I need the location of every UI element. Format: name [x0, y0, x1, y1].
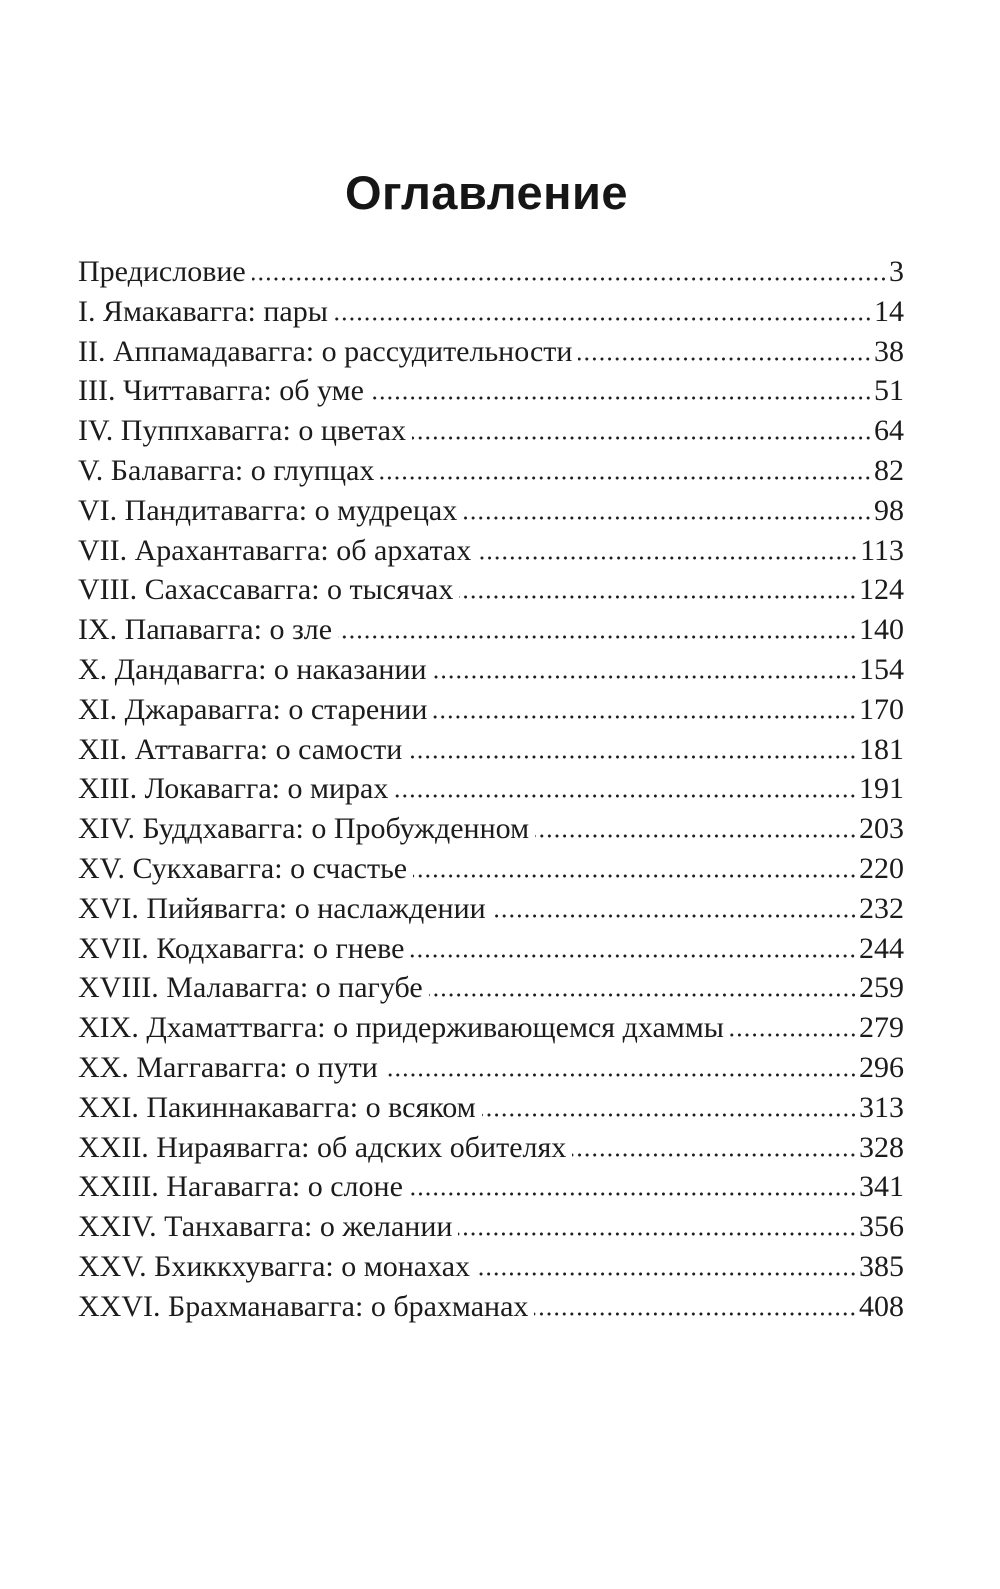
toc-entry	[78, 531, 904, 571]
toc-entry-title: XII. Аттавагга: о самости	[78, 732, 403, 766]
toc-entry-page: 51	[874, 374, 904, 408]
toc-entry-page: 14	[874, 294, 904, 328]
toc-entry-title: II. Аппамадавагга: о рассудительности	[78, 334, 573, 368]
dot-leader	[578, 357, 872, 361]
toc-entry-page: 3	[889, 255, 904, 288]
toc-entry-page: 181	[859, 732, 904, 766]
toc-entry	[78, 650, 904, 690]
toc-entry-page: 279	[859, 1011, 904, 1045]
dot-leader	[433, 715, 857, 719]
toc-entry	[78, 451, 904, 491]
toc-entry-page: 82	[874, 453, 904, 487]
toc-entry-page: 259	[859, 971, 904, 1005]
toc-entry	[78, 411, 904, 451]
toc-entry-title: VII. Арахантавагга: об архатах	[78, 533, 472, 567]
toc-entry-title: Предисловие	[78, 255, 246, 288]
toc-entry-title: X. Дандавагга: о наказании	[78, 652, 427, 686]
dot-leader	[334, 317, 872, 321]
toc-entry-page: 408	[859, 1289, 904, 1323]
dot-leader	[477, 556, 858, 560]
dot-leader	[409, 1192, 857, 1196]
toc-entry-page: 124	[859, 573, 904, 607]
dot-leader	[252, 277, 887, 281]
toc-entry-title: III. Читтавагга: об уме	[78, 374, 364, 408]
toc-entry-page: 296	[859, 1050, 904, 1084]
toc-entry-title: XVIII. Малавагга: о пагубе	[78, 971, 423, 1005]
toc-entry-page: 64	[874, 414, 904, 448]
toc-entry	[78, 252, 904, 292]
toc-entry-title: I. Ямакавагга: пары	[78, 294, 328, 328]
toc-entry	[78, 1167, 904, 1207]
toc-entry-title: XXIV. Танхавагга: о желании	[78, 1210, 453, 1244]
toc-entry	[78, 968, 904, 1008]
toc-entry-title: XV. Сукхавагга: о счастье	[78, 851, 408, 885]
toc-entry	[78, 491, 904, 531]
toc-entry-page: 341	[859, 1170, 904, 1204]
toc-entry	[78, 1287, 904, 1327]
toc-entry	[78, 690, 904, 730]
toc-entry-title: XIII. Локавагга: о мирах	[78, 772, 389, 806]
toc-entry	[78, 1008, 904, 1048]
toc-entry-title: XI. Джаравагга: о старении	[78, 692, 428, 726]
toc-entry-page: 385	[859, 1249, 904, 1283]
dot-leader	[535, 834, 857, 838]
dot-leader	[410, 954, 857, 958]
dot-leader	[408, 755, 857, 759]
dot-leader	[458, 1232, 857, 1236]
toc-entry-title: XXIII. Нагавагга: о слоне	[78, 1170, 403, 1204]
toc-entry-page: 356	[859, 1210, 904, 1244]
toc-entry	[78, 570, 904, 610]
dot-leader	[463, 516, 872, 520]
dot-leader	[394, 794, 857, 798]
toc-entry-title: V. Балавагга: о глупцах	[78, 453, 375, 487]
toc-entry-page: 232	[859, 891, 904, 925]
dot-leader	[413, 874, 857, 878]
toc-entry-title: XVI. Пийявагга: о наслаждении	[78, 891, 486, 925]
toc-entry	[78, 610, 904, 650]
toc-entry-page: 98	[874, 493, 904, 527]
toc-entry-title: XXII. Нираявагга: об адских обителях	[78, 1130, 567, 1164]
dot-leader	[370, 396, 872, 400]
dot-leader	[412, 436, 872, 440]
dot-leader	[433, 675, 857, 679]
toc-entry	[78, 929, 904, 969]
toc-entry-page: 140	[859, 613, 904, 647]
toc-entry-page: 220	[859, 851, 904, 885]
toc-entry	[78, 332, 904, 372]
toc-entry-title: XIX. Дхаматтвагга: о придерживающемся дхаммы	[78, 1011, 724, 1045]
toc-entry-title: XVII. Кодхавагга: о гневе	[78, 931, 405, 965]
toc-entry-page: 244	[859, 931, 904, 965]
toc-entry-title: VIII. Сахассавагга: о тысячах	[78, 573, 454, 607]
toc-entry-page: 170	[859, 692, 904, 726]
dot-leader	[730, 1033, 857, 1037]
dot-leader	[534, 1312, 857, 1316]
toc-entry	[78, 1247, 904, 1287]
dot-leader	[380, 476, 872, 480]
toc-entry	[78, 1048, 904, 1088]
table-of-contents	[78, 252, 904, 1327]
toc-entry	[78, 1088, 904, 1128]
toc-entry	[78, 809, 904, 849]
toc-entry	[78, 371, 904, 411]
toc-entry-title: VI. Пандитавагга: о мудрецах	[78, 493, 458, 527]
toc-entry	[78, 769, 904, 809]
toc-entry-title: XXV. Бхиккхувагга: о монахах	[78, 1249, 471, 1283]
dot-leader	[384, 1073, 857, 1077]
dot-leader	[572, 1153, 857, 1157]
dot-leader	[482, 1113, 857, 1117]
toc-entry-page: 313	[859, 1090, 904, 1124]
toc-entry-page: 38	[874, 334, 904, 368]
dot-leader	[476, 1272, 857, 1276]
dot-leader	[492, 914, 857, 918]
toc-entry-title: XX. Маггавагга: о пути	[78, 1050, 378, 1084]
page-title: Оглавление	[344, 166, 629, 219]
toc-entry-title: IV. Пуппхавагга: о цветах	[78, 414, 406, 448]
toc-entry	[78, 1207, 904, 1247]
toc-entry	[78, 1128, 904, 1168]
toc-entry	[78, 730, 904, 770]
toc-entry-page: 113	[860, 533, 904, 567]
dot-leader	[338, 635, 857, 639]
toc-entry	[78, 292, 904, 332]
toc-entry-page: 154	[859, 652, 904, 686]
dot-leader	[429, 993, 857, 997]
dot-leader	[459, 595, 857, 599]
toc-entry	[78, 889, 904, 929]
toc-entry-title: XIV. Буддхавагга: о Пробужденном	[78, 812, 530, 846]
toc-entry	[78, 849, 904, 889]
toc-entry-page: 203	[859, 812, 904, 846]
toc-entry-title: XXI. Пакиннакавагга: о всяком	[78, 1090, 476, 1124]
toc-entry-title: IX. Папавагга: о зле	[78, 613, 333, 647]
toc-entry-page: 191	[859, 772, 904, 806]
toc-entry-title: XXVI. Брахманавагга: о брахманах	[78, 1289, 529, 1323]
toc-entry-page: 328	[859, 1130, 904, 1164]
